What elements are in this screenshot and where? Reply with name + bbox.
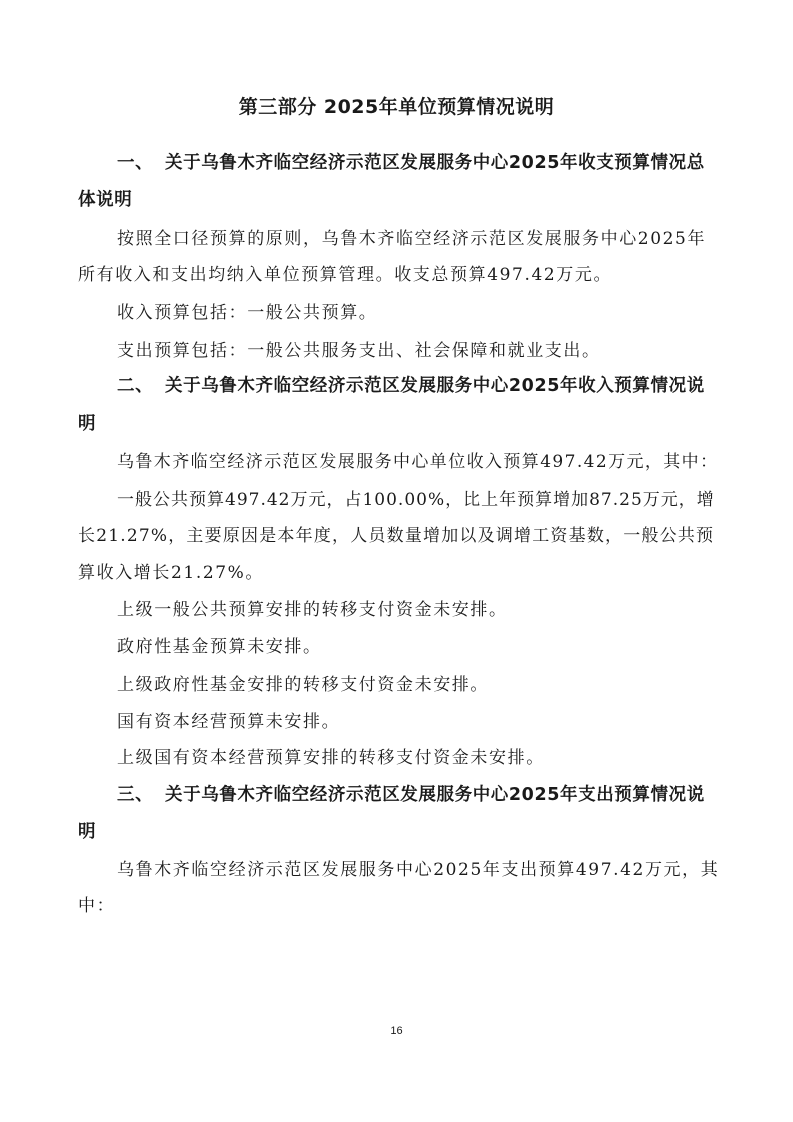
section-2-heading-line1: 关于乌鲁木齐临空经济示范区发展服务中心2025年收入预算情况说 — [165, 376, 705, 396]
section-2-para-4: 政府性基金预算未安排。 — [117, 637, 322, 657]
section-1-para-1-line-1: 按照全口径预算的原则，乌鲁木齐临空经济示范区发展服务中心2025年 — [117, 229, 707, 249]
section-2-heading — [117, 372, 705, 400]
section-3-number: 三、 — [117, 785, 154, 805]
section-1-number: 一、 — [117, 153, 154, 173]
section-1-para-1-line-2: 所有收入和支出均纳入单位预算管理。收支总预算497.42万元。 — [78, 265, 613, 285]
section-1-heading — [117, 149, 705, 177]
section-1-para-3: 支出预算包括：一般公共服务支出、社会保障和就业支出。 — [117, 341, 601, 361]
section-2-para-3: 上级一般公共预算安排的转移支付资金未安排。 — [117, 600, 508, 620]
section-2-number: 二、 — [117, 376, 154, 396]
section-3-para-1-line-2: 中： — [78, 896, 116, 916]
section-2-para-6: 国有资本经营预算未安排。 — [117, 712, 341, 732]
section-2-para-2-line-2: 长21.27%，主要原因是本年度，人员数量增加以及调增工资基数，一般公共预 — [78, 526, 715, 546]
section-3-heading-line2: 明 — [78, 822, 97, 842]
section-1-heading-line1: 关于乌鲁木齐临空经济示范区发展服务中心2025年收支预算情况总 — [165, 153, 705, 173]
section-3-heading — [117, 781, 705, 809]
section-2-heading-line2: 明 — [78, 414, 97, 434]
page-number: 16 — [390, 1025, 403, 1037]
page-title: 第三部分 2025年单位预算情况说明 — [238, 96, 555, 118]
section-2-para-2-line-3: 算收入增长21.27%。 — [78, 563, 265, 583]
section-2-para-1: 乌鲁木齐临空经济示范区发展服务中心单位收入预算497.42万元，其中： — [117, 452, 719, 472]
section-2-para-7: 上级国有资本经营预算安排的转移支付资金未安排。 — [117, 748, 545, 768]
section-3-para-1-line-1: 乌鲁木齐临空经济示范区发展服务中心2025年支出预算497.42万元，其 — [117, 860, 720, 880]
section-2-para-5: 上级政府性基金安排的转移支付资金未安排。 — [117, 675, 489, 695]
section-1-para-2: 收入预算包括：一般公共预算。 — [117, 303, 378, 323]
section-2-para-2-line-1: 一般公共预算497.42万元，占100.00%，比上年预算增加87.25万元，增 — [117, 490, 715, 510]
section-1-heading-line2: 体说明 — [78, 190, 133, 210]
section-3-heading-line1: 关于乌鲁木齐临空经济示范区发展服务中心2025年支出预算情况说 — [165, 785, 705, 805]
